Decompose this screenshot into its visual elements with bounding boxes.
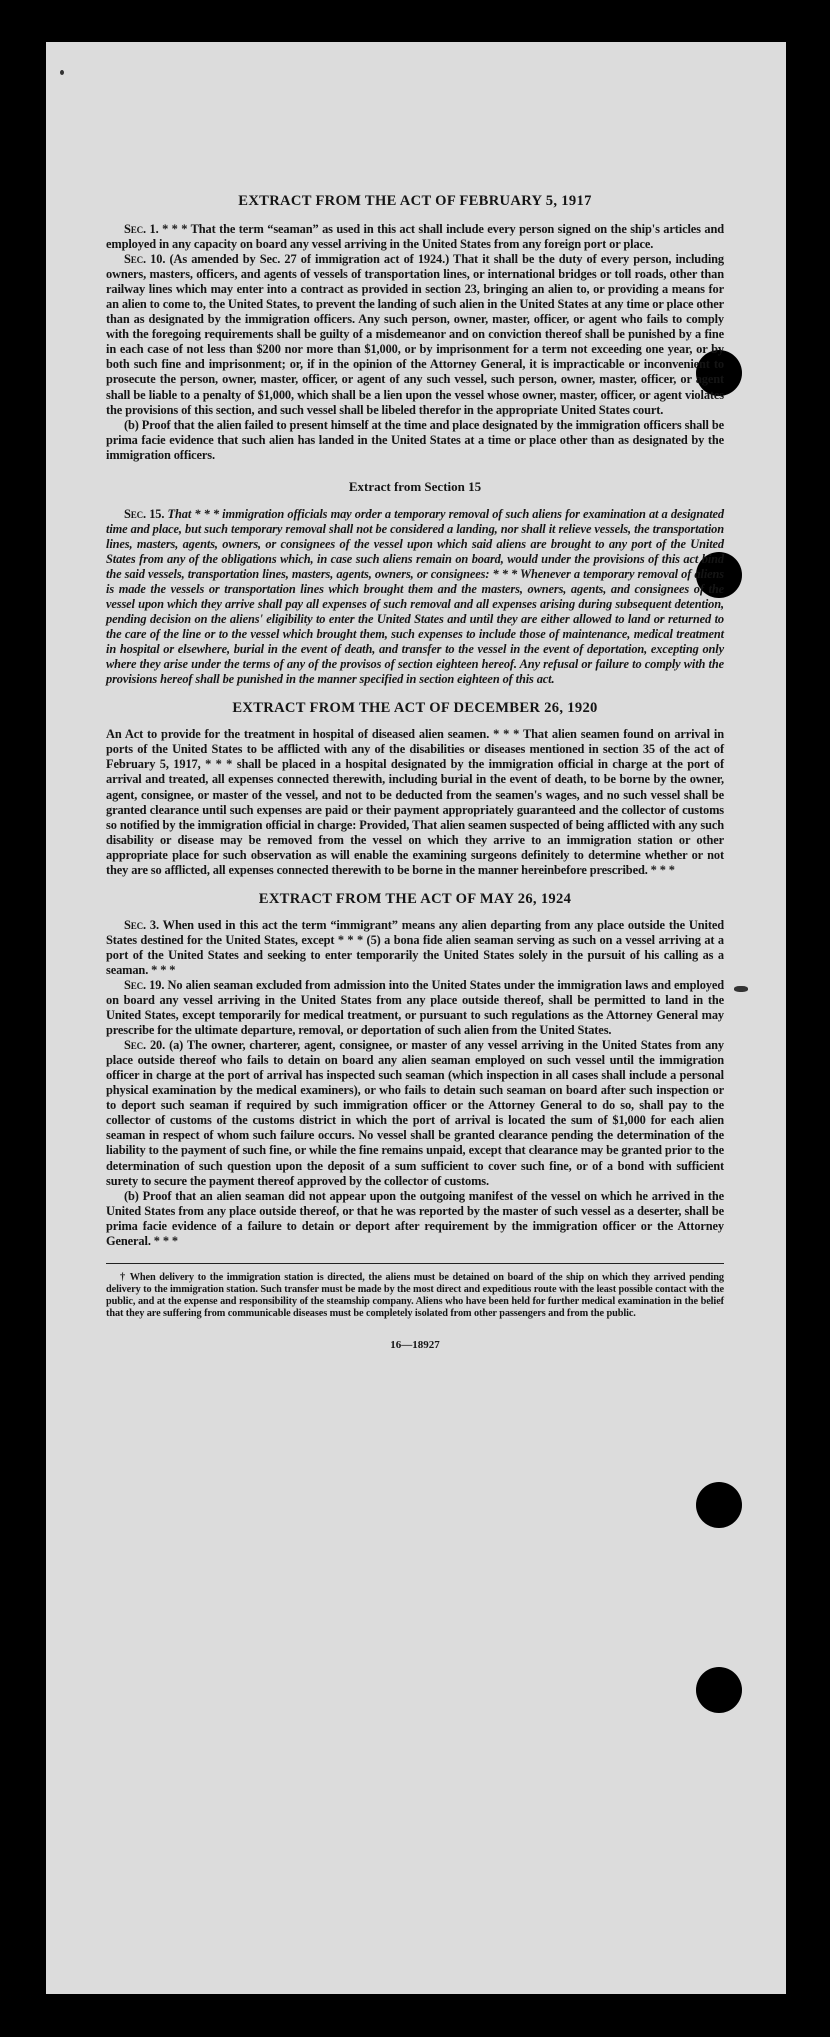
heading-section-15: Extract from Section 15 <box>348 478 482 494</box>
speck-mark <box>734 986 748 992</box>
paragraph-sec-20: Sec. 20. (a) The owner, charterer, agent, consignee, or master of any vessel arriving in the United States from any place outside thereof who fails to detain on board any alien seaman employed on such vessel until the immigration officer in charge at the port of arrival has inspected such seaman (which inspection in all cases shall include a personal physical examination by the medical examiners), or who fails to detain such seaman on board after such inspection or to deport such seaman if required by such immigration officer or the Attorney General to do so, shall pay to the collector of customs of the customs district in which the port of arrival is located the sum of $1,000 for each alien seaman in respect of whom such failure occurs. No vessel shall be granted clearance pending the determination of the liability to the payment of such fine, or while the fine remains unpaid, except that clearance may be granted prior to the determination of such question upon the deposit of a sum sufficient to cover such fine, or of a bond with sufficient surety to secure the payment thereof approved by the collector of customs. <box>106 1038 725 1188</box>
document-body <box>106 192 724 1351</box>
paragraph-sec-19: Sec. 19. No alien seaman excluded from admission into the United States under the immigration laws and employed on board any vessel arriving in the United States from any place outside thereof, shall be permitted to land in the United States, except temporarily for medical treatment, or pursuant to such regulations as the Attorney General may prescribe for the ultimate departure, removal, or deportation of such alien from the United States. <box>106 977 724 1038</box>
paragraph-sec-1: Sec. 1. * * * That the term “seaman” as used in this act shall include every person signed on the ship's articles and employed in any capacity on board any vessel arriving in the United States from any foreign port or place. <box>106 222 724 252</box>
paragraph-act-1920: An Act to provide for the treatment in hospital of diseased alien seamen. * * * That alien seamen found on arrival in ports of the United States to be afflicted with any of the disabilities or diseases mentioned in section 35 of the act of February 5, 1917, * * * shall be placed in a hospital designated by the immigration official in charge at the port of arrival and treated, all expenses connected therewith, including burial in the event of death, to be borne by the owner, agent, consignee, or master of the vessel, and not to be deducted from the seamen's wages, and no such vessel shall be granted clearance until such expenses are paid or their payment appropriately guaranteed and the collector of customs so notified by the immigration official in charge: Provided, That alien seamen suspected of being afflicted with any such disability or disease may be removed from the vessel on which they arrive to an immigration station or other appropriate place for such observation as will enable the examining surgeons definitely to determine whether or not they are so afflicted, all expenses connected therewith to be borne in the manner hereinbefore prescribed. * * * <box>106 727 724 877</box>
paragraph-sec-10b: (b) Proof that the alien failed to present himself at the time and place designated by the immigration officers shall be prima facie evidence that such alien has landed in the United States at a time or place other than as designated by the immigration officers. <box>106 417 724 462</box>
heading-act-1917: EXTRACT FROM THE ACT OF FEBRUARY 5, 1917 <box>238 193 592 209</box>
paragraph-sec-10: Sec. 10. (As amended by Sec. 27 of immigration act of 1924.) That it shall be the duty of every person, including owners, masters, officers, and agents of vessels of transportation lines, or international bridges or toll roads, other than railway lines which may enter into a contract as provided in section 23, bringing an alien to, or providing a means for an alien to come to, the United States, to prevent the landing of such alien in the United States at any time or place other than as designated by the immigration officers. Any such person, owner, master, officer, or agent who fails to comply with the foregoing requirements shall be guilty of a misdemeanor and on conviction thereof shall be punished by a fine in each case of not less than $200 nor more than $1,000, or by imprisonment for a term not exceeding one year, or by both such fine and imprisonment; or, if in the opinion of the Attorney General, it is impracticable or inconvenient to prosecute the person, owner, master, officer, or agent of any such vessel, such person, owner, master, officer, or agent shall be liable to a penalty of $1,000, which shall be a lien upon the vessel whose owner, master, officer, or agent violates the provisions of this section, and such vessel shall be libeled therefor in the appropriate United States court. <box>106 252 724 417</box>
punch-hole <box>696 1667 742 1713</box>
paragraph-sec-20b: (b) Proof that an alien seaman did not appear upon the outgoing manifest of the vessel on which he arrived in the United States from any place outside thereof, or that he was reported by the master of such vessel as a deserter, shall be prima facie evidence of a failure to detain or deport after requirement by the immigration officer or the Attorney General. * * * <box>106 1188 724 1248</box>
form-number: 16—18927 <box>390 1338 440 1351</box>
footnote: † When delivery to the immigration station is directed, the aliens must be detained on board of the ship on which they arrived pending delivery to the immigration station. Such transfer must be made by the most direct and expeditious route with the least possible contact with the public, and at the expense and responsibility of the steamship company. Aliens who have been held for further medical examination in the belief that they are suffering from communicable diseases must be completely isolated from other passengers and from the public. <box>106 1271 724 1320</box>
punch-hole <box>696 1482 742 1528</box>
paragraph-sec-3: Sec. 3. When used in this act the term “immigrant” means any alien departing from any place outside the United States destined for the United States, except * * * (5) a bona fide alien seaman serving as such on a vessel arriving at a port of the United States and seeking to enter temporarily the United States solely in the pursuit of his calling as a seaman. * * * <box>106 917 724 977</box>
paragraph-sec-15: Sec. 15. That * * * immigration officials may order a temporary removal of such aliens for examination at a designated time and place, but such temporary removal shall not be considered a landing, nor shall it relieve vessels, the transportation lines, masters, agents, owners, or consignees of the vessel upon which said aliens are brought to any port of the United States from any of the obligations which, in case such aliens remain on board, would under the provisions of this act bind the said vessels, transportation lines, masters, agents, owners, or consignees: * * * Whenever a temporary removal of aliens is made the vessels or transportation lines which brought them and the masters, owners, agents, and consignees of the vessel upon which they arrive shall pay all expenses of such removal and all expenses arising during subsequent detention, pending decision on the aliens' eligibility to enter the United States and until they are either allowed to land or returned to the care of the line or to the vessel which brought them, such expenses to include those of maintenance, medical treatment in hospital or elsewhere, burial in the event of death, and transfer to the vessel in the event of deportation, excepting only where they arise under the terms of any of the provisos of section eighteen hereof. Any refusal or failure to comply with the provisions hereof shall be punished in the manner specified in section eighteen of this act. <box>106 506 724 687</box>
heading-act-1924: EXTRACT FROM THE ACT OF MAY 26, 1924 <box>258 890 572 907</box>
speck-mark <box>60 70 64 75</box>
heading-act-1920: EXTRACT FROM THE ACT OF DECEMBER 26, 1920 <box>232 700 598 717</box>
document-page <box>46 42 786 1994</box>
